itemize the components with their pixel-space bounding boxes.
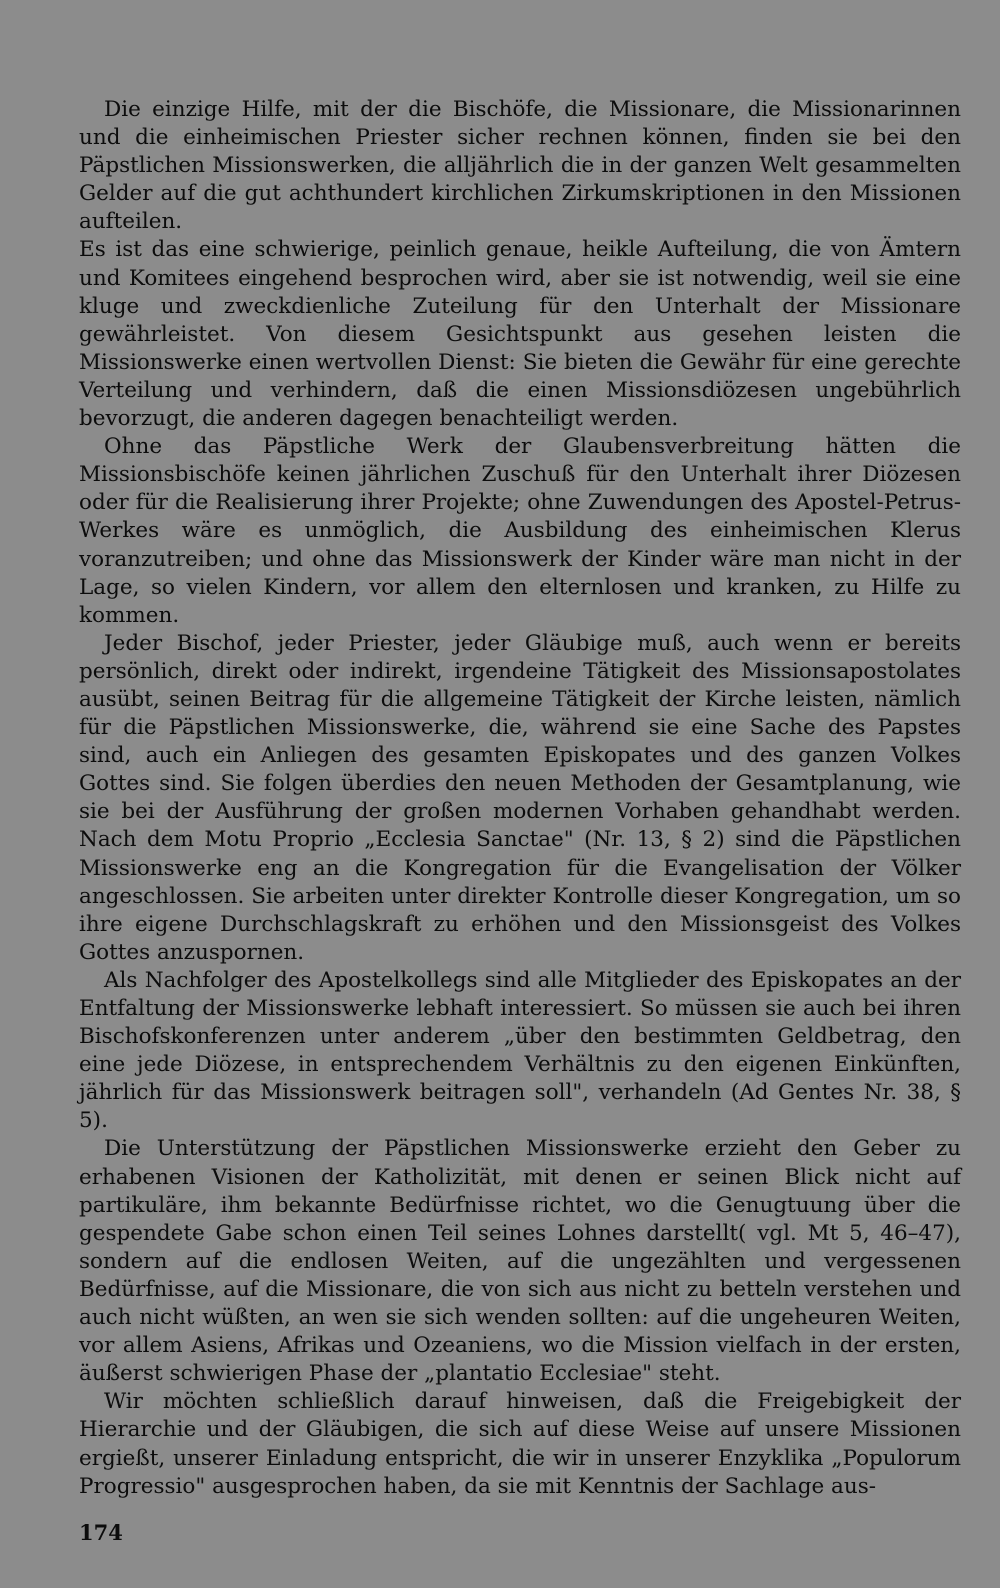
paragraph-2: Es ist das eine schwierige, peinlich genaue, heikle Aufteilung, die von Ämtern und Komitees eingehend besprochen wird, aber sie ist notwendig, weil sie eine kluge und zweckdienliche Zuteilung für den Unterhalt der Missionare gewährleistet. Von diesem Gesichtspunkt aus gesehen leisten die Missionswerke einen wertvollen Dienst: Sie bieten die Gewähr für eine gerechte Verteilung und verhindern, daß die einen Missionsdiözesen ungebührlich bevorzugt, die anderen dagegen benachteiligt werden. bbox=[79, 237, 961, 432]
paragraph-6: Die Unterstützung der Päpstlichen Missionswerke erzieht den Geber zu erhabenen Visionen der Katholizität, mit denen er seinen Blick nicht auf partikuläre, ihm bekannte Bedürfnisse richtet, wo die Genugtuung über die gespendete Gabe schon einen Teil seines Lohnes darstellt( vgl. Mt 5, 46–47), sondern auf die endlosen Weiten, auf die ungezählten und vergessenen Bedürfnisse, auf die Missionare, die von sich aus nicht zu betteln verstehen und auch nicht wüßten, an wen sie sich wenden sollten: auf die ungeheuren Weiten, vor allem Asiens, Afrikas und Ozeaniens, wo die Mission vielfach in der ersten, äußerst schwierigen Phase der „plantatio Ecclesiae" steht. bbox=[79, 1136, 961, 1387]
paragraph-3: Ohne das Päpstliche Werk der Glaubensverbreitung hätten die Missionsbischöfe keinen jährlichen Zuschuß für den Unterhalt ihrer Diözesen oder für die Realisierung ihrer Projekte; ohne Zuwendungen des Apostel-Petrus-Werkes wäre es unmöglich, die Ausbildung des einheimischen Klerus voranzutreiben; und ohne das Missionswerk der Kinder wäre man nicht in der Lage, so vielen Kindern, vor allem den elternlosen und kranken, zu Hilfe zu kommen. bbox=[79, 434, 961, 628]
paragraph-7: Wir möchten schließlich darauf hinweisen, daß die Freigebigkeit der Hierarchie und der Gläubigen, die sich auf diese Weise auf unsere Missionen ergießt, unserer Einladung entspricht, die wir in unserer Enzyklika „Populorum Progressio" ausgesprochen haben, da sie mit Kenntnis der Sachlage aus- bbox=[79, 1389, 961, 1499]
paragraph-5: Als Nachfolger des Apostelkollegs sind alle Mitglieder des Episkopates an der Entfaltung der Missionswerke lebhaft interessiert. So müssen sie auch bei ihren Bischofskonferenzen unter anderem „über den bestimmten Geldbetrag, den eine jede Diözese, in entsprechendem Verhältnis zu den eigenen Einkünften, jährlich für das Missionswerk beitragen soll", verhandeln (Ad Gentes Nr. 38, § 5). bbox=[79, 967, 961, 1134]
paragraph-4: Jeder Bischof, jeder Priester, jeder Gläubige muß, auch wenn er bereits persönlich, direkt oder indirekt, irgendeine Tätigkeit des Missionsapostolates ausübt, seinen Beitrag für die allgemeine Tätigkeit der Kirche leisten, nämlich für die Päpstlichen Missionswerke, die, während sie eine Sache des Papstes sind, auch ein Anliegen des gesamten Episkopates und des ganzen Volkes Gottes sind. Sie folgen überdies den neuen Methoden der Gesamtplanung, wie sie bei der Ausführung der großen modernen Vorhaben gehandhabt werden. Nach dem Motu Proprio „Ecclesia Sanctae" (Nr. 13, § 2) sind die Päpstlichen Missionswerke eng an die Kongregation für die Evangelisation der Völker angeschlossen. Sie arbeiten unter direkter Kontrolle dieser Kongregation, um so ihre eigene Durchschlagskraft zu erhöhen und den Missionsgeist des Volkes Gottes anzuspornen. bbox=[79, 630, 961, 965]
page-number: 174 bbox=[79, 1520, 123, 1545]
body-text bbox=[79, 96, 961, 1501]
paragraph-1: Die einzige Hilfe, mit der die Bischöfe, die Missionare, die Missionarinnen und die einheimischen Priester sicher rechnen können, finden sie bei den Päpstlichen Missionswerken, die alljährlich die in der ganzen Welt gesammelten Gelder auf die gut achthundert kirchlichen Zirkumskriptionen in den Missionen aufteilen. bbox=[79, 97, 961, 235]
